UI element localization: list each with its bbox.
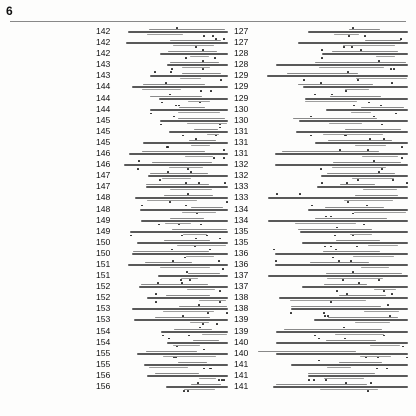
verse-line <box>120 37 228 48</box>
left-page-number: 146 <box>96 148 111 159</box>
left-page-number: 142 <box>96 37 111 48</box>
left-page-number: 152 <box>96 292 111 303</box>
left-page-number: 144 <box>96 81 111 92</box>
left-page-number: 155 <box>96 358 111 369</box>
verse-line <box>262 337 408 348</box>
middle-verse-column <box>120 26 228 392</box>
verse-line <box>262 314 408 325</box>
left-page-number: 147 <box>96 181 111 192</box>
verse-line <box>262 292 408 303</box>
verse-line <box>120 159 228 170</box>
verse-line <box>120 104 228 115</box>
verse-line <box>120 115 228 126</box>
middle-page-number-column <box>234 26 258 392</box>
left-page-number: 151 <box>96 258 111 269</box>
left-page-number: 148 <box>96 192 111 203</box>
verse-line <box>262 81 408 92</box>
verse-line <box>120 370 228 381</box>
middle-page-number: 141 <box>234 369 249 380</box>
verse-line <box>120 381 228 392</box>
verse-line <box>120 359 228 370</box>
middle-page-number: 135 <box>234 225 249 236</box>
verse-line <box>262 259 408 270</box>
middle-page-number: 141 <box>234 381 249 391</box>
left-page-number: 155 <box>96 347 111 358</box>
verse-line <box>120 170 228 181</box>
verse-line <box>262 370 408 381</box>
verse-line <box>120 93 228 104</box>
left-page-number: 154 <box>96 325 111 336</box>
verse-line <box>120 215 228 226</box>
verse-line <box>262 70 408 81</box>
left-page-number: 142 <box>96 48 111 59</box>
verse-line <box>120 270 228 281</box>
verse-line <box>120 181 228 192</box>
verse-line <box>120 303 228 314</box>
verse-line <box>262 26 408 37</box>
verse-line <box>262 170 408 181</box>
middle-page-number: 128 <box>234 59 249 70</box>
verse-line <box>120 192 228 203</box>
verse-line <box>120 148 228 159</box>
middle-page-number: 132 <box>234 159 249 170</box>
verse-line <box>262 204 408 215</box>
middle-page-number: 129 <box>234 92 249 103</box>
middle-page-number: 132 <box>234 170 249 181</box>
verse-line <box>120 281 228 292</box>
right-verse-column <box>262 26 408 392</box>
left-page-number: 156 <box>96 369 111 380</box>
verse-line <box>262 159 408 170</box>
middle-page-number: 128 <box>234 48 249 59</box>
left-page-number-column <box>96 26 120 392</box>
left-page-number: 146 <box>96 159 111 170</box>
left-page-number: 149 <box>96 225 111 236</box>
verse-line <box>262 126 408 137</box>
middle-page-number: 131 <box>234 148 249 159</box>
verse-line <box>262 48 408 59</box>
middle-page-number: 135 <box>234 236 249 247</box>
middle-page-number: 139 <box>234 325 249 336</box>
left-page-number: 147 <box>96 170 111 181</box>
left-page-number: 145 <box>96 136 111 147</box>
verse-line <box>262 326 408 337</box>
left-page-number: 153 <box>96 303 111 314</box>
left-page-number: 149 <box>96 214 111 225</box>
verse-line <box>262 359 408 370</box>
verse-line <box>120 348 228 359</box>
header-rule <box>10 21 406 22</box>
left-page-number: 153 <box>96 314 111 325</box>
middle-page-number: 137 <box>234 281 249 292</box>
verse-line <box>262 181 408 192</box>
left-page-number: 151 <box>96 270 111 281</box>
middle-page-number: 138 <box>234 292 249 303</box>
middle-page-number: 133 <box>234 181 249 192</box>
middle-page-number: 129 <box>234 70 249 81</box>
verse-line <box>262 348 408 359</box>
middle-page-number: 134 <box>234 214 249 225</box>
left-page-number: 148 <box>96 203 111 214</box>
verse-line <box>120 292 228 303</box>
left-page-number: 156 <box>96 381 111 391</box>
left-page-number: 154 <box>96 336 111 347</box>
left-page-number: 143 <box>96 70 111 81</box>
verse-line <box>120 337 228 348</box>
verse-line <box>120 126 228 137</box>
verse-line <box>120 137 228 148</box>
middle-page-number: 130 <box>234 103 249 114</box>
middle-page-number: 127 <box>234 37 249 48</box>
verse-line <box>262 270 408 281</box>
verse-line <box>262 303 408 314</box>
verse-line <box>262 248 408 259</box>
verse-line <box>120 226 228 237</box>
page-number: 6 <box>6 4 13 18</box>
verse-line <box>262 148 408 159</box>
left-page-number: 142 <box>96 26 111 36</box>
middle-page-number: 131 <box>234 125 249 136</box>
left-page-number: 144 <box>96 103 111 114</box>
verse-line <box>262 115 408 126</box>
verse-line <box>120 248 228 259</box>
middle-page-number: 136 <box>234 258 249 269</box>
middle-page-number: 134 <box>234 203 249 214</box>
left-page-number: 144 <box>96 92 111 103</box>
middle-page-number: 136 <box>234 247 249 258</box>
verse-line <box>262 104 408 115</box>
verse-line <box>120 59 228 70</box>
verse-line <box>120 48 228 59</box>
verse-line <box>120 326 228 337</box>
verse-line <box>120 314 228 325</box>
left-page-number: 145 <box>96 125 111 136</box>
verse-line <box>120 81 228 92</box>
left-page-number: 152 <box>96 281 111 292</box>
verse-line <box>262 37 408 48</box>
verse-line <box>262 226 408 237</box>
middle-page-number: 138 <box>234 303 249 314</box>
middle-page-number: 140 <box>234 347 249 358</box>
middle-page-number: 130 <box>234 114 249 125</box>
verse-line <box>120 259 228 270</box>
verse-line <box>262 137 408 148</box>
verse-line <box>262 59 408 70</box>
verse-line <box>120 204 228 215</box>
verse-line <box>262 237 408 248</box>
verse-line <box>120 70 228 81</box>
middle-page-number: 139 <box>234 314 249 325</box>
middle-page-number: 127 <box>234 26 249 36</box>
left-page-number: 150 <box>96 247 111 258</box>
verse-line <box>262 281 408 292</box>
verse-line <box>262 93 408 104</box>
middle-page-number: 137 <box>234 270 249 281</box>
verse-line <box>120 26 228 37</box>
middle-page-number: 133 <box>234 192 249 203</box>
verse-line <box>262 215 408 226</box>
left-page-number: 150 <box>96 236 111 247</box>
middle-page-number: 140 <box>234 336 249 347</box>
middle-page-number: 129 <box>234 81 249 92</box>
middle-page-number: 141 <box>234 358 249 369</box>
middle-page-number: 131 <box>234 136 249 147</box>
verse-line <box>120 237 228 248</box>
left-page-number: 143 <box>96 59 111 70</box>
verse-line <box>262 381 408 392</box>
verse-line <box>262 192 408 203</box>
left-page-number: 145 <box>96 114 111 125</box>
